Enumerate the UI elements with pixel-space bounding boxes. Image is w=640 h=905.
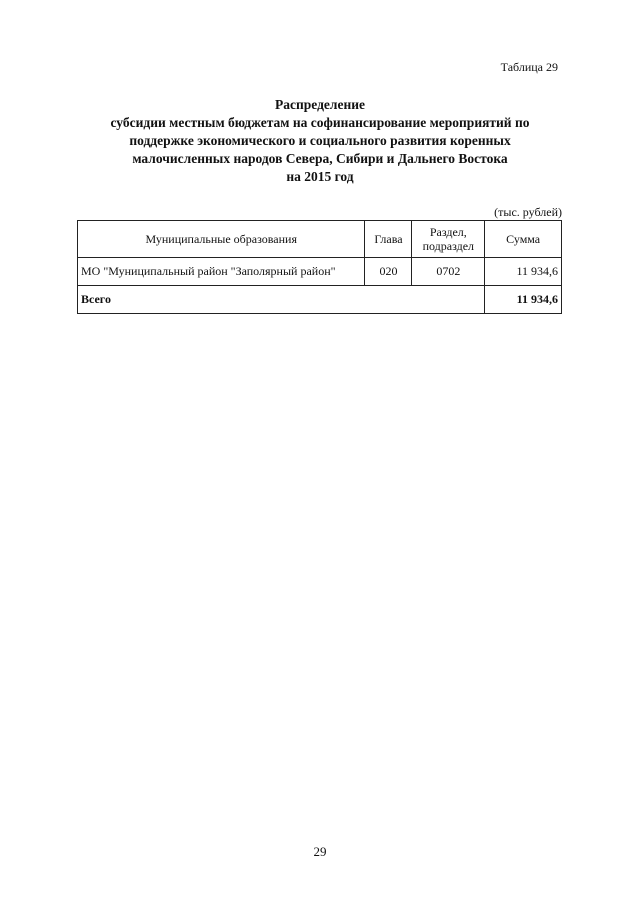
cell-razdel: 0702 — [412, 258, 485, 286]
units-note: (тыс. рублей) — [494, 205, 562, 219]
header-summa: Сумма — [485, 221, 562, 258]
header-razdel-line1: Раздел, — [429, 225, 467, 239]
title-line-3: поддержке экономического и социального развития коренных — [129, 133, 511, 148]
header-municipality: Муниципальные образования — [78, 221, 365, 258]
table-header-row — [78, 221, 562, 258]
cell-glava: 020 — [365, 258, 412, 286]
header-razdel — [412, 221, 485, 258]
total-row — [78, 286, 562, 314]
table-row — [78, 258, 562, 286]
cell-municipality: МО "Муниципальный район "Заполярный район" — [78, 258, 365, 286]
title-line-4: малочисленных народов Севера, Сибири и Дальнего Востока — [132, 151, 508, 166]
document-title — [60, 96, 580, 186]
table-number-label: Таблица 29 — [500, 60, 558, 74]
total-label: Всего — [78, 286, 485, 314]
subsidy-table — [77, 220, 562, 314]
title-line-2: субсидии местным бюджетам на софинансирование мероприятий по — [110, 115, 530, 130]
title-line-5: на 2015 год — [286, 169, 354, 184]
cell-summa: 11 934,6 — [485, 258, 562, 286]
total-summa: 11 934,6 — [485, 286, 562, 314]
header-razdel-line2: подраздел — [422, 239, 475, 253]
header-glava: Глава — [365, 221, 412, 258]
page-number: 29 — [313, 844, 327, 859]
title-line-1: Распределение — [274, 97, 366, 112]
